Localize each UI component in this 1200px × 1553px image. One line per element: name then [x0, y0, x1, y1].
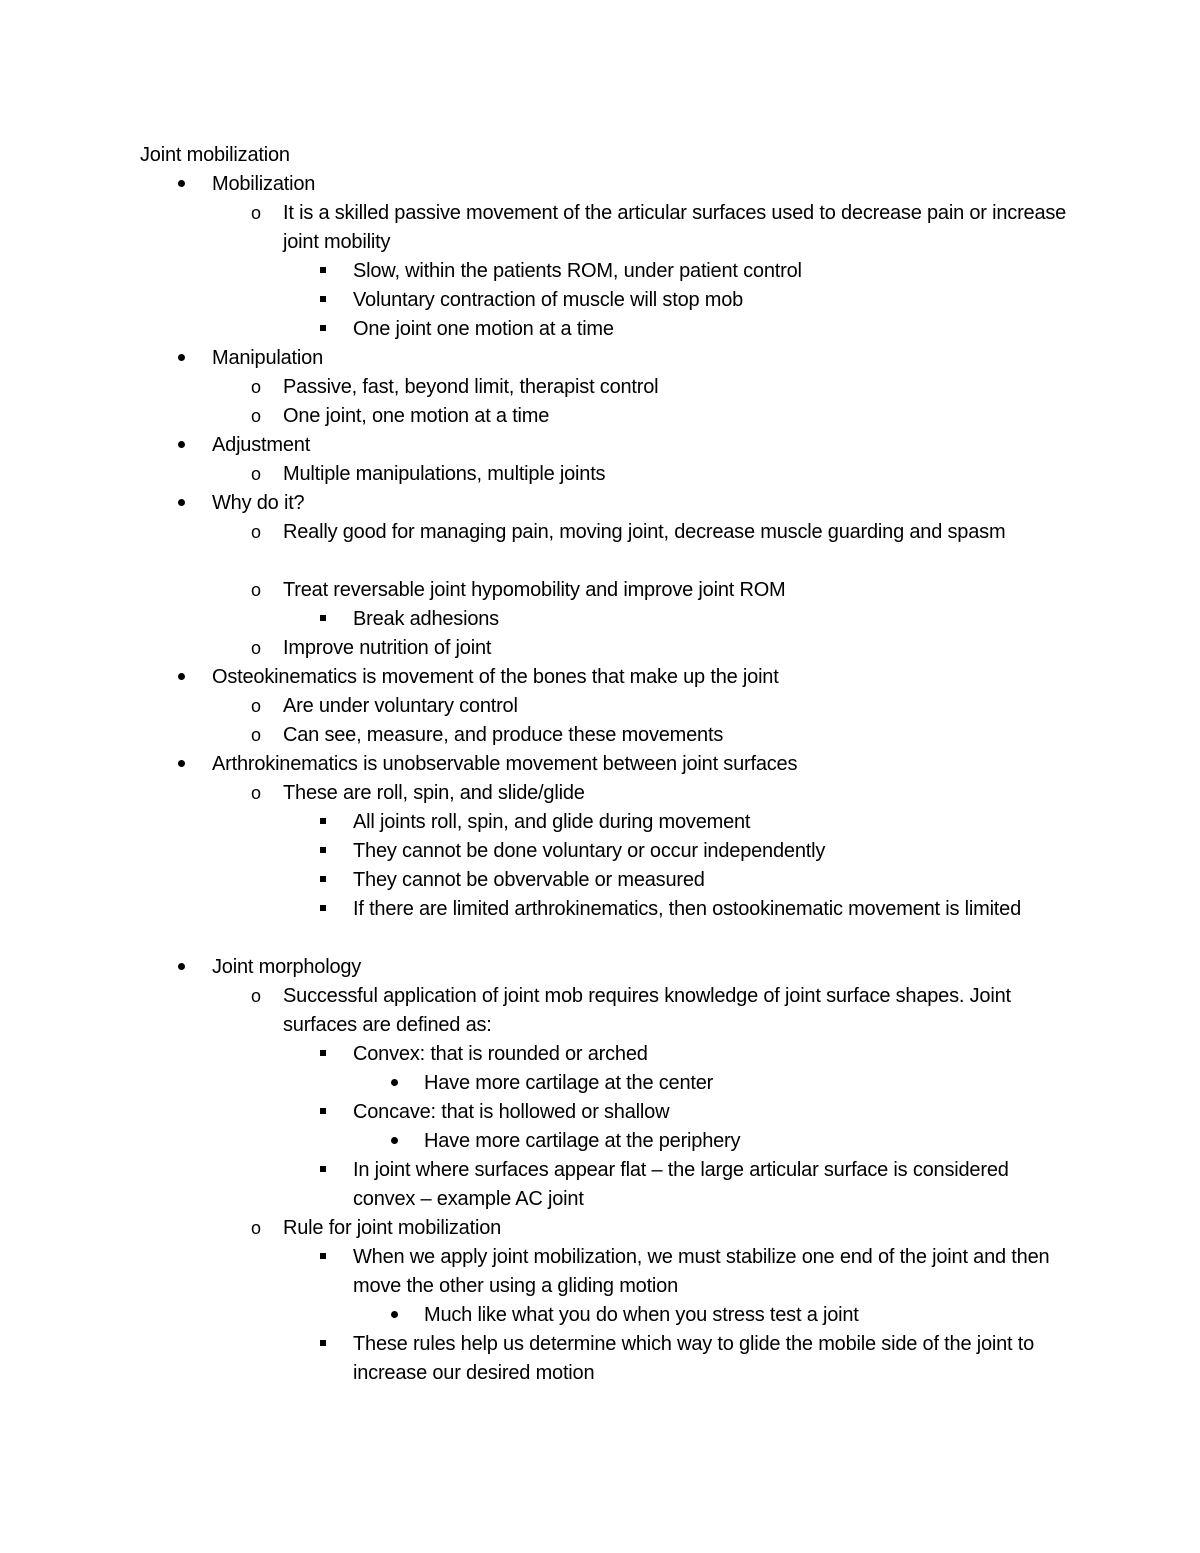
list-item-text: Rule for joint mobilization	[283, 1217, 502, 1239]
list-item-text: When we apply joint mobilization, we must stabilize one end of the joint and then move the other using a gliding motion	[353, 1246, 1050, 1297]
list-item-text: These rules help us determine which way to glide the mobile side of the joint to increase our desired motion	[353, 1333, 1035, 1384]
bullet-circle-icon: o	[250, 986, 261, 1006]
list-item-text: Can see, measure, and produce these movements	[283, 724, 724, 746]
list-item-text: Slow, within the patients ROM, under patient control	[353, 260, 802, 282]
list-item	[0, 866, 1200, 895]
list-item-text: Really good for managing pain, moving joint, decrease muscle guarding and spasm	[283, 521, 1006, 543]
bullet-circle-icon: o	[250, 580, 261, 600]
list-item-text: If there are limited arthrokinematics, then ostookinematic movement is limited	[353, 898, 1022, 920]
bullet-dot-icon	[171, 953, 191, 982]
list-item	[0, 1214, 1200, 1243]
list-item	[0, 1301, 1200, 1330]
bullet-dot-icon	[171, 431, 191, 460]
list-item-text: Manipulation	[212, 347, 324, 369]
list-item	[0, 895, 1200, 953]
page-title: Joint mobilization	[140, 144, 290, 166]
bullet-square-icon	[313, 808, 333, 837]
list-item-text: Treat reversable joint hypomobility and improve joint ROM	[283, 579, 786, 601]
bullet-square-icon	[313, 1040, 333, 1069]
bullet-circle-icon: o	[250, 1218, 261, 1238]
list-item-text: Are under voluntary control	[283, 695, 518, 717]
list-item	[0, 286, 1200, 315]
bullet-square-icon	[313, 286, 333, 315]
list-item	[0, 576, 1200, 605]
list-item-text: In joint where surfaces appear flat – the large articular surface is considered convex – example AC joint	[353, 1159, 1009, 1210]
list-item	[0, 982, 1200, 1040]
list-item-text: Improve nutrition of joint	[283, 637, 492, 659]
list-item	[0, 344, 1200, 373]
list-item-text: Why do it?	[212, 492, 305, 514]
list-item	[0, 692, 1200, 721]
list-item-text: Have more cartilage at the periphery	[424, 1130, 741, 1152]
bullet-dot-icon	[384, 1127, 404, 1156]
bullet-square-icon	[313, 837, 333, 866]
bullet-dot-icon	[171, 170, 191, 199]
list-item	[0, 199, 1200, 257]
bullet-square-icon	[313, 605, 333, 634]
bullet-dot-icon	[384, 1301, 404, 1330]
bullet-circle-icon: o	[250, 783, 261, 803]
list-item-text: Have more cartilage at the center	[424, 1072, 714, 1094]
list-item	[0, 460, 1200, 489]
bullet-square-icon	[313, 1243, 333, 1272]
bullet-square-icon	[313, 866, 333, 895]
list-item	[0, 1069, 1200, 1098]
list-item-text: Break adhesions	[353, 608, 499, 630]
list-item	[0, 431, 1200, 460]
list-item	[0, 373, 1200, 402]
bullet-dot-icon	[384, 1069, 404, 1098]
list-item	[0, 518, 1200, 576]
bullet-circle-icon: o	[250, 638, 261, 658]
bullet-dot-icon	[171, 663, 191, 692]
list-item	[0, 1127, 1200, 1156]
list-item	[0, 721, 1200, 750]
bullet-square-icon	[313, 1330, 333, 1359]
list-item	[0, 257, 1200, 286]
list-item	[0, 1098, 1200, 1127]
list-item	[0, 1156, 1200, 1214]
list-item	[0, 663, 1200, 692]
bullet-circle-icon: o	[250, 696, 261, 716]
list-item	[0, 1243, 1200, 1301]
bullet-circle-icon: o	[250, 464, 261, 484]
list-item	[0, 489, 1200, 518]
list-item-text: Arthrokinematics is unobservable movement between joint surfaces	[212, 753, 798, 775]
bullet-circle-icon: o	[250, 203, 261, 223]
list-item	[0, 605, 1200, 634]
list-item	[0, 953, 1200, 982]
list-item	[0, 837, 1200, 866]
list-item-text: Multiple manipulations, multiple joints	[283, 463, 606, 485]
list-item-text: One joint, one motion at a time	[283, 405, 550, 427]
bullet-circle-icon: o	[250, 522, 261, 542]
list-item-text: All joints roll, spin, and glide during movement	[353, 811, 751, 833]
list-item-text: Much like what you do when you stress test a joint	[424, 1304, 859, 1326]
bullet-dot-icon	[171, 750, 191, 779]
list-item-text: They cannot be done voluntary or occur independently	[353, 840, 826, 862]
list-item-text: Successful application of joint mob requires knowledge of joint surface shapes. Joint surfaces are defined as:	[283, 985, 1011, 1036]
bullet-square-icon	[313, 1156, 333, 1185]
list-item-text: They cannot be obvervable or measured	[353, 869, 705, 891]
bullet-circle-icon: o	[250, 725, 261, 745]
bullet-square-icon	[313, 1098, 333, 1127]
bullet-dot-icon	[171, 489, 191, 518]
bullet-circle-icon: o	[250, 406, 261, 426]
bullet-square-icon	[313, 257, 333, 286]
bullet-square-icon	[313, 895, 333, 924]
list-item	[0, 779, 1200, 808]
list-item	[0, 808, 1200, 837]
list-item-text: It is a skilled passive movement of the articular surfaces used to decrease pain or increase joint mobility	[283, 202, 1067, 253]
list-item	[0, 402, 1200, 431]
list-item-text: Mobilization	[212, 173, 316, 195]
list-item	[0, 170, 1200, 199]
bullet-dot-icon	[171, 344, 191, 373]
list-item-text: Joint morphology	[212, 956, 362, 978]
list-item-text: Passive, fast, beyond limit, therapist control	[283, 376, 659, 398]
list-item-text: Concave: that is hollowed or shallow	[353, 1101, 670, 1123]
list-item-text: One joint one motion at a time	[353, 318, 614, 340]
list-item	[0, 750, 1200, 779]
bullet-circle-icon: o	[250, 377, 261, 397]
bullet-square-icon	[313, 315, 333, 344]
list-item-text: Osteokinematics is movement of the bones that make up the joint	[212, 666, 779, 688]
list-item-text: Voluntary contraction of muscle will stop mob	[353, 289, 744, 311]
list-item	[0, 1040, 1200, 1069]
list-item-text: These are roll, spin, and slide/glide	[283, 782, 585, 804]
list-item	[0, 1330, 1200, 1388]
outline-list	[0, 170, 1200, 1388]
list-item	[0, 315, 1200, 344]
list-item-text: Adjustment	[212, 434, 311, 456]
list-item-text: Convex: that is rounded or arched	[353, 1043, 648, 1065]
list-item	[0, 634, 1200, 663]
